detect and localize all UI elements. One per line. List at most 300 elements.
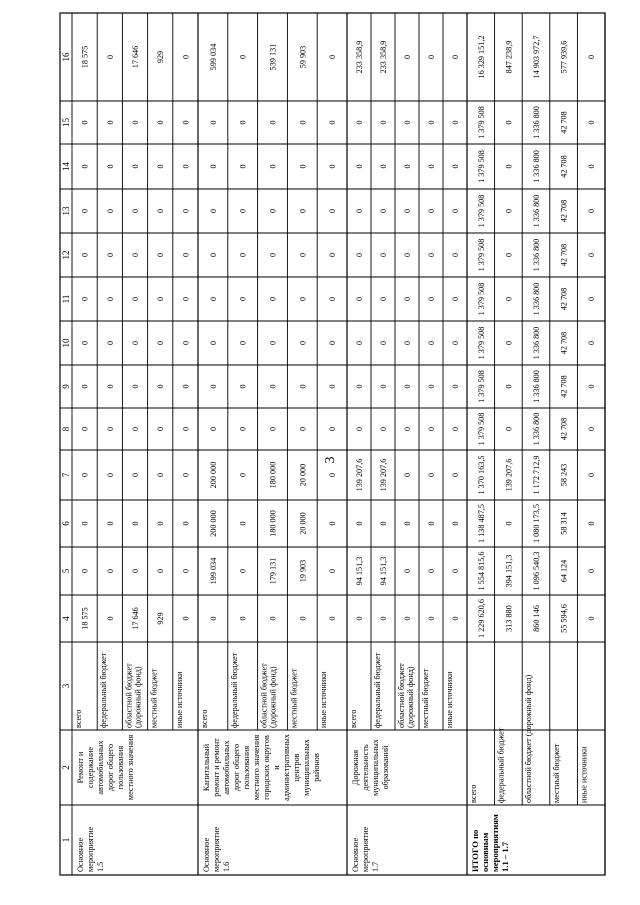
cell-value: 42 708 bbox=[559, 155, 569, 178]
cell-value: 0 bbox=[355, 616, 364, 621]
cell-value: 929 bbox=[156, 612, 166, 625]
cell-value: 18 575 bbox=[80, 45, 90, 69]
cell-value: 1 379 508 bbox=[476, 194, 486, 228]
cell-value: 0 bbox=[131, 472, 140, 478]
cell-value: 0 bbox=[298, 340, 308, 346]
cell-value: 0 bbox=[328, 54, 338, 60]
cell-value: 200 000 bbox=[208, 461, 218, 489]
cell-value: 0 bbox=[379, 426, 388, 432]
funding-source: местный бюджет bbox=[551, 743, 561, 803]
table-row bbox=[99, 55, 115, 728]
table-row bbox=[260, 44, 278, 728]
cell-value: 0 bbox=[131, 296, 140, 302]
cell-value: 0 bbox=[156, 384, 166, 389]
cell-value: 0 bbox=[379, 120, 388, 125]
cell-value: 0 bbox=[238, 340, 248, 346]
budget-table bbox=[60, 13, 605, 875]
table-row bbox=[552, 41, 569, 803]
cell-value: 0 bbox=[298, 616, 308, 621]
cell-value: 200 000 bbox=[208, 510, 218, 537]
cell-value: 0 bbox=[587, 384, 597, 389]
table-row bbox=[289, 46, 307, 728]
cell-value: 0 bbox=[403, 252, 412, 258]
cell-value: 0 bbox=[587, 426, 597, 432]
cell-value: 0 bbox=[504, 120, 514, 125]
table-row bbox=[445, 55, 460, 728]
cell-value: 0 bbox=[105, 252, 115, 258]
cell-value: 0 bbox=[298, 164, 308, 169]
cell-value: 0 bbox=[238, 521, 248, 526]
funding-source: иные источники bbox=[319, 671, 329, 728]
cell-value: 0 bbox=[504, 208, 514, 214]
cell-value: 1 096 540,3 bbox=[532, 551, 541, 591]
cell-value: 0 bbox=[587, 164, 597, 169]
cell-value: 0 bbox=[268, 616, 278, 621]
column-header: 5 bbox=[61, 568, 71, 574]
table-row bbox=[579, 55, 596, 803]
cell-value: 394 151,3 bbox=[504, 554, 514, 588]
group-title: Основноемероприятие1.5 bbox=[76, 826, 105, 872]
cell-value: 0 bbox=[355, 426, 364, 432]
cell-value: 1 229 620,6 bbox=[476, 599, 486, 638]
column-header: 1 bbox=[61, 837, 71, 843]
cell-value: 0 bbox=[105, 384, 115, 389]
cell-value: 19 903 bbox=[298, 559, 308, 583]
cell-value: 1 379 508 bbox=[476, 412, 486, 446]
cell-value: 0 bbox=[504, 384, 514, 389]
cell-value: 0 bbox=[80, 208, 90, 214]
cell-value: 0 bbox=[328, 616, 338, 621]
cell-value: 0 bbox=[328, 164, 338, 169]
funding-source: областной бюджет(дорожный фонд) bbox=[124, 663, 143, 728]
cell-value: 0 bbox=[328, 120, 338, 125]
cell-value: 0 bbox=[427, 252, 436, 258]
cell-value: 0 bbox=[181, 384, 191, 389]
cell-value: 0 bbox=[587, 296, 597, 302]
cell-value: 1 336 800 bbox=[532, 282, 541, 316]
cell-value: 180 000 bbox=[268, 510, 278, 537]
cell-value: 0 bbox=[131, 340, 140, 346]
cell-value: 0 bbox=[105, 472, 115, 478]
cell-value: 0 bbox=[156, 252, 166, 258]
cell-value: 0 bbox=[355, 521, 364, 526]
cell-value: 0 bbox=[208, 164, 218, 169]
cell-value: 1 370 163,5 bbox=[476, 455, 486, 495]
cell-value: 0 bbox=[105, 568, 115, 574]
table-row bbox=[150, 51, 166, 728]
table-row bbox=[175, 55, 191, 728]
cell-value: 0 bbox=[451, 208, 460, 214]
cell-value: 0 bbox=[181, 120, 191, 125]
cell-value: 0 bbox=[587, 568, 597, 574]
cell-value: 0 bbox=[379, 384, 388, 389]
funding-source: областной бюджет(дорожный фонд) bbox=[397, 663, 415, 728]
cell-value: 0 bbox=[105, 164, 115, 169]
cell-value: 64 124 bbox=[559, 559, 569, 583]
cell-value: 0 bbox=[379, 296, 388, 302]
cell-value: 0 bbox=[238, 616, 248, 621]
group-title: ИТОГО поосновныммероприятиям1.1 – 1.7 bbox=[470, 814, 510, 872]
cell-value: 0 bbox=[427, 521, 436, 526]
cell-value: 0 bbox=[181, 568, 191, 574]
cell-value: 0 bbox=[105, 120, 115, 125]
cell-value: 0 bbox=[181, 472, 191, 478]
cell-value: 0 bbox=[355, 384, 364, 389]
cell-value: 0 bbox=[427, 120, 436, 125]
table-row bbox=[200, 44, 218, 728]
cell-value: 0 bbox=[587, 54, 597, 60]
cell-value: 0 bbox=[355, 340, 364, 346]
column-header: 8 bbox=[61, 426, 71, 432]
funding-source: федеральный бюджет bbox=[373, 652, 382, 728]
cell-value: 0 bbox=[238, 384, 248, 389]
funding-source: всего bbox=[469, 784, 478, 803]
cell-value: 929 bbox=[156, 50, 166, 64]
cell-value: 0 bbox=[451, 568, 460, 574]
cell-value: 0 bbox=[208, 208, 218, 214]
cell-value: 20 000 bbox=[298, 512, 308, 535]
cell-value: 577 939,6 bbox=[559, 40, 569, 74]
cell-value: 0 bbox=[451, 616, 460, 621]
cell-value: 0 bbox=[328, 296, 338, 302]
cell-value: 0 bbox=[80, 252, 90, 258]
cell-value: 1 379 508 bbox=[476, 106, 486, 139]
cell-value: 0 bbox=[181, 164, 191, 169]
cell-value: 0 bbox=[403, 54, 412, 60]
column-header: 4 bbox=[61, 616, 71, 621]
cell-value: 0 bbox=[156, 164, 166, 169]
column-header: 2 bbox=[61, 765, 71, 770]
cell-value: 42 708 bbox=[559, 199, 569, 223]
cell-value: 0 bbox=[208, 296, 218, 302]
funding-source: местный бюджет bbox=[289, 668, 299, 728]
cell-value: 179 131 bbox=[268, 557, 278, 585]
cell-value: 139 207,6 bbox=[355, 458, 364, 492]
cell-value: 1 379 508 bbox=[476, 282, 486, 316]
cell-value: 0 bbox=[181, 616, 191, 621]
group-name: Ремонт исодержаниеавтомобильныхдорог общегопользованияместного значения bbox=[76, 734, 135, 801]
cell-value: 0 bbox=[587, 208, 597, 214]
cell-value: 0 bbox=[403, 296, 412, 302]
table-row bbox=[469, 36, 486, 803]
cell-value: 0 bbox=[181, 340, 191, 346]
cell-value: 42 708 bbox=[559, 243, 569, 267]
table-row bbox=[319, 55, 337, 728]
cell-value: 0 bbox=[80, 340, 90, 346]
cell-value: 233 358,9 bbox=[355, 40, 364, 74]
cell-value: 1 336 800 bbox=[532, 238, 541, 272]
funding-source: всего bbox=[74, 709, 83, 728]
cell-value: 0 bbox=[403, 568, 412, 574]
cell-value: 847 238,9 bbox=[504, 40, 514, 74]
cell-value: 0 bbox=[403, 384, 412, 389]
cell-value: 42 708 bbox=[559, 287, 569, 311]
cell-value: 1 379 508 bbox=[476, 238, 486, 272]
cell-value: 0 bbox=[379, 340, 388, 346]
cell-value: 0 bbox=[156, 521, 166, 526]
cell-value: 0 bbox=[105, 54, 115, 60]
column-header: 11 bbox=[61, 294, 71, 304]
cell-value: 0 bbox=[268, 384, 278, 389]
cell-value: 0 bbox=[156, 120, 166, 125]
cell-value: 0 bbox=[238, 164, 248, 169]
cell-value: 14 903 972,7 bbox=[532, 35, 541, 79]
cell-value: 0 bbox=[238, 252, 248, 258]
cell-value: 0 bbox=[427, 164, 436, 169]
cell-value: 0 bbox=[181, 252, 191, 258]
cell-value: 0 bbox=[427, 472, 436, 478]
column-header: 7 bbox=[61, 472, 71, 478]
cell-value: 0 bbox=[105, 208, 115, 214]
cell-value: 0 bbox=[379, 616, 388, 621]
cell-value: 0 bbox=[355, 296, 364, 302]
cell-value: 0 bbox=[181, 426, 191, 432]
cell-value: 94 151,3 bbox=[379, 556, 388, 586]
column-header: 16 bbox=[61, 52, 71, 62]
cell-value: 0 bbox=[131, 384, 140, 389]
cell-value: 0 bbox=[403, 340, 412, 346]
cell-value: 0 bbox=[587, 120, 597, 125]
cell-value: 0 bbox=[80, 521, 90, 526]
cell-value: 0 bbox=[403, 426, 412, 432]
cell-value: 0 bbox=[328, 472, 338, 478]
funding-source: иные источники bbox=[174, 671, 184, 728]
cell-value: 0 bbox=[504, 521, 514, 526]
cell-value: 313 880 bbox=[504, 605, 514, 632]
cell-value: 0 bbox=[451, 384, 460, 389]
cell-value: 0 bbox=[355, 120, 364, 125]
cell-value: 0 bbox=[587, 252, 597, 258]
funding-source: федеральный бюджет bbox=[99, 652, 109, 728]
cell-value: 139 207,6 bbox=[379, 458, 388, 492]
cell-value: 55 594,6 bbox=[559, 604, 569, 633]
cell-value: 0 bbox=[379, 521, 388, 526]
cell-value: 0 bbox=[427, 384, 436, 389]
cell-value: 0 bbox=[587, 521, 597, 526]
cell-value: 0 bbox=[379, 208, 388, 214]
column-header: 13 bbox=[61, 206, 71, 216]
column-header: 3 bbox=[61, 683, 71, 689]
cell-value: 0 bbox=[504, 252, 514, 258]
cell-value: 0 bbox=[268, 252, 278, 258]
cell-value: 1 138 487,5 bbox=[476, 504, 486, 543]
table-row bbox=[524, 36, 541, 803]
table-row bbox=[421, 55, 436, 728]
funding-source: местный бюджет bbox=[421, 668, 430, 728]
cell-value: 0 bbox=[80, 568, 90, 574]
cell-value: 1 172 712,9 bbox=[532, 455, 541, 495]
cell-value: 0 bbox=[105, 426, 115, 432]
cell-value: 0 bbox=[328, 252, 338, 258]
cell-value: 0 bbox=[268, 340, 278, 346]
cell-value: 0 bbox=[156, 296, 166, 302]
cell-value: 0 bbox=[268, 208, 278, 214]
cell-value: 0 bbox=[131, 521, 140, 526]
cell-value: 42 708 bbox=[559, 331, 569, 355]
cell-value: 0 bbox=[208, 340, 218, 346]
group-name: Капитальныйремонт и ремонтавтомобильныхдорог общегопользованияместного значениягородских округовиадминистративныхцентровмуниципальныхрайонов bbox=[202, 734, 321, 801]
cell-value: 1 379 508 bbox=[476, 326, 486, 360]
cell-value: 1 336 800 bbox=[532, 412, 541, 446]
cell-value: 0 bbox=[587, 340, 597, 346]
cell-value: 0 bbox=[451, 120, 460, 125]
cell-value: 0 bbox=[328, 208, 338, 214]
cell-value: 1 379 508 bbox=[476, 370, 486, 403]
cell-value: 0 bbox=[587, 616, 597, 621]
cell-value: 0 bbox=[238, 296, 248, 302]
cell-value: 0 bbox=[131, 252, 140, 258]
page-number: 3 bbox=[323, 456, 338, 464]
column-header: 14 bbox=[61, 162, 71, 171]
cell-value: 0 bbox=[403, 616, 412, 621]
cell-value: 0 bbox=[156, 472, 166, 478]
table-group bbox=[200, 44, 337, 872]
column-header: 6 bbox=[61, 521, 71, 526]
cell-value: 0 bbox=[181, 208, 191, 214]
cell-value: 0 bbox=[105, 521, 115, 526]
cell-value: 0 bbox=[427, 208, 436, 214]
funding-source: областной бюджет (дорожный фонд) bbox=[524, 674, 534, 803]
cell-value: 0 bbox=[379, 164, 388, 169]
cell-value: 0 bbox=[355, 164, 364, 169]
cell-value: 233 358,9 bbox=[379, 40, 388, 74]
cell-value: 0 bbox=[504, 340, 514, 346]
cell-value: 0 bbox=[427, 426, 436, 432]
cell-value: 1 336 800 bbox=[532, 326, 541, 360]
cell-value: 42 708 bbox=[559, 417, 569, 441]
cell-value: 0 bbox=[427, 568, 436, 574]
cell-value: 0 bbox=[156, 340, 166, 346]
cell-value: 0 bbox=[238, 472, 248, 478]
funding-source: федеральный бюджет bbox=[229, 652, 239, 728]
cell-value: 860 146 bbox=[532, 605, 541, 632]
column-header: 12 bbox=[61, 250, 71, 260]
cell-value: 0 bbox=[238, 120, 248, 125]
cell-value: 0 bbox=[298, 208, 308, 214]
cell-value: 0 bbox=[131, 426, 140, 432]
cell-value: 1 336 800 bbox=[532, 106, 541, 139]
cell-value: 199 034 bbox=[208, 557, 218, 585]
cell-value: 0 bbox=[403, 164, 412, 169]
cell-value: 17 646 bbox=[131, 607, 140, 630]
cell-value: 0 bbox=[238, 568, 248, 574]
cell-value: 0 bbox=[238, 208, 248, 214]
funding-source: всего bbox=[349, 709, 358, 728]
cell-value: 0 bbox=[451, 426, 460, 432]
cell-value: 0 bbox=[298, 120, 308, 125]
cell-value: 0 bbox=[105, 340, 115, 346]
cell-value: 180 000 bbox=[268, 461, 278, 489]
cell-value: 0 bbox=[268, 426, 278, 432]
cell-value: 42 708 bbox=[559, 111, 569, 134]
cell-value: 18 575 bbox=[80, 607, 90, 630]
cell-value: 58 243 bbox=[559, 463, 569, 487]
cell-value: 0 bbox=[156, 208, 166, 214]
cell-value: 0 bbox=[355, 208, 364, 214]
cell-value: 0 bbox=[451, 164, 460, 169]
table-row bbox=[397, 55, 415, 728]
cell-value: 17 646 bbox=[131, 45, 140, 69]
cell-value: 1 080 173,5 bbox=[532, 504, 541, 543]
cell-value: 0 bbox=[298, 296, 308, 302]
cell-value: 0 bbox=[80, 120, 90, 125]
cell-value: 1 336 800 bbox=[532, 150, 541, 183]
cell-value: 0 bbox=[451, 54, 460, 60]
cell-value: 0 bbox=[451, 521, 460, 526]
column-header: 9 bbox=[61, 384, 71, 389]
funding-source: всего bbox=[200, 709, 209, 728]
cell-value: 0 bbox=[298, 384, 308, 389]
cell-value: 0 bbox=[238, 426, 248, 432]
cell-value: 0 bbox=[105, 296, 115, 302]
cell-value: 599 034 bbox=[208, 43, 218, 71]
cell-value: 0 bbox=[268, 164, 278, 169]
cell-value: 0 bbox=[131, 568, 140, 574]
cell-value: 539 131 bbox=[268, 43, 278, 71]
cell-value: 1 336 800 bbox=[532, 370, 541, 403]
cell-value: 0 bbox=[504, 426, 514, 432]
cell-value: 0 bbox=[268, 120, 278, 125]
table-row bbox=[74, 46, 90, 728]
cell-value: 1 554 815,6 bbox=[476, 551, 486, 591]
cell-value: 0 bbox=[105, 616, 115, 621]
cell-value: 1 336 800 bbox=[532, 194, 541, 228]
funding-source: федеральный бюджет bbox=[496, 727, 506, 803]
group-title: Основноемероприятие1.7 bbox=[351, 826, 380, 872]
cell-value: 0 bbox=[131, 164, 140, 169]
cell-value: 0 bbox=[268, 296, 278, 302]
cell-value: 0 bbox=[328, 340, 338, 346]
cell-value: 0 bbox=[451, 472, 460, 478]
cell-value: 0 bbox=[208, 384, 218, 389]
cell-value: 0 bbox=[328, 521, 338, 526]
cell-value: 0 bbox=[427, 296, 436, 302]
cell-value: 20 000 bbox=[298, 463, 308, 487]
cell-value: 0 bbox=[80, 164, 90, 169]
cell-value: 59 903 bbox=[298, 45, 308, 69]
cell-value: 58 314 bbox=[559, 512, 569, 535]
cell-value: 0 bbox=[427, 340, 436, 346]
cell-value: 0 bbox=[238, 54, 248, 60]
column-header: 15 bbox=[61, 118, 71, 127]
funding-source: областной бюджет(дорожный фонд) bbox=[259, 663, 278, 728]
cell-value: 0 bbox=[403, 521, 412, 526]
cell-value: 0 bbox=[208, 426, 218, 432]
cell-value: 0 bbox=[80, 296, 90, 302]
cell-value: 0 bbox=[208, 252, 218, 258]
cell-value: 0 bbox=[80, 426, 90, 432]
cell-value: 0 bbox=[504, 164, 514, 169]
group-name: Дорожнаядеятельностьмуниципальныхобразований bbox=[351, 739, 390, 796]
cell-value: 0 bbox=[451, 340, 460, 346]
cell-value: 0 bbox=[451, 296, 460, 302]
table-row bbox=[497, 41, 514, 803]
cell-value: 0 bbox=[80, 472, 90, 478]
cell-value: 0 bbox=[298, 252, 308, 258]
cell-value: 0 bbox=[208, 616, 218, 621]
cell-value: 0 bbox=[131, 120, 140, 125]
group-title: Основноемероприятие1.6 bbox=[202, 826, 231, 872]
cell-value: 16 329 151,2 bbox=[476, 35, 486, 79]
cell-value: 94 151,3 bbox=[355, 556, 364, 586]
cell-value: 0 bbox=[298, 426, 308, 432]
cell-value: 0 bbox=[328, 384, 338, 389]
cell-value: 0 bbox=[328, 568, 338, 574]
column-header: 10 bbox=[61, 338, 71, 348]
cell-value: 139 207,6 bbox=[504, 458, 514, 492]
cell-value: 0 bbox=[156, 568, 166, 574]
cell-value: 1 379 508 bbox=[476, 150, 486, 183]
